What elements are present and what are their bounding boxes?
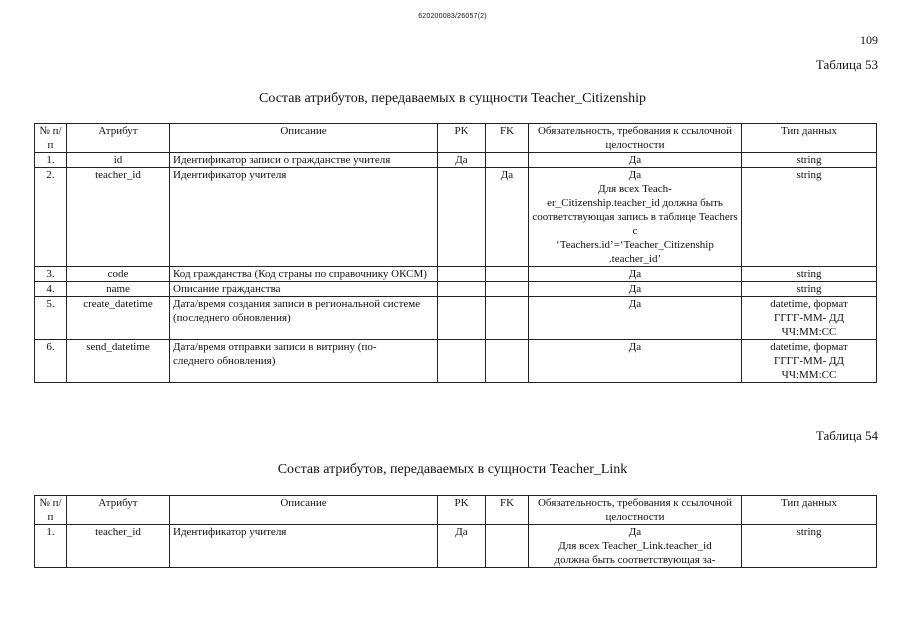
row-number-cell: 6.	[35, 340, 67, 383]
requirement-cell: Да	[529, 282, 742, 297]
fk-cell	[486, 525, 529, 568]
data-type-cell: string	[742, 282, 877, 297]
data-type-cell: string	[742, 525, 877, 568]
column-header-pk: PK	[438, 124, 486, 153]
data-type-cell: string	[742, 153, 877, 168]
attributes-table-teacher-citizenship	[34, 123, 877, 383]
table-header-row	[35, 496, 877, 525]
description-cell: Идентификатор учителя	[170, 168, 438, 267]
data-type-cell: datetime, формат ГГГГ-ММ- ДД ЧЧ:ММ:СС	[742, 340, 877, 383]
column-header-number: № п/п	[35, 124, 67, 153]
attribute-cell: code	[67, 267, 170, 282]
description-cell: Идентификатор учителя	[170, 525, 438, 568]
document-id: 620200083/26057(2)	[418, 13, 487, 20]
column-header-description: Описание	[170, 496, 438, 525]
table-53-label: Таблица 53	[815, 57, 878, 72]
table-row	[35, 168, 877, 267]
requirement-cell: Да	[529, 267, 742, 282]
fk-cell	[486, 153, 529, 168]
page-number: 109	[860, 33, 878, 47]
requirement-cell: Да	[529, 153, 742, 168]
data-type-cell: string	[742, 168, 877, 267]
fk-cell	[486, 297, 529, 340]
table-row	[35, 340, 877, 383]
row-number-cell: 4.	[35, 282, 67, 297]
pk-cell	[438, 282, 486, 297]
pk-cell	[438, 267, 486, 282]
column-header-number: № п/п	[35, 496, 67, 525]
requirement-cell: Да Для всех Teach- er_Citizenship.teacher_id должна быть соответствующая запись в таблице Teachers с ‘Teachers.id’=‘Teacher_Citizenship .teacher_id’	[529, 168, 742, 267]
column-header-fk: FK	[486, 124, 529, 153]
pk-cell: Да	[438, 153, 486, 168]
row-number-cell: 1.	[35, 525, 67, 568]
column-header-attribute: Атрибут	[67, 496, 170, 525]
table-row	[35, 153, 877, 168]
row-number-cell: 3.	[35, 267, 67, 282]
column-header-data-type: Тип данных	[742, 496, 877, 525]
fk-cell	[486, 340, 529, 383]
column-header-description: Описание	[170, 124, 438, 153]
pk-cell	[438, 297, 486, 340]
attributes-table-teacher-link	[34, 495, 877, 568]
column-header-requirement: Обязательность, требования к ссылочной целостности	[529, 496, 742, 525]
requirement-cell: Да	[529, 297, 742, 340]
row-number-cell: 5.	[35, 297, 67, 340]
data-type-cell: string	[742, 267, 877, 282]
attribute-cell: id	[67, 153, 170, 168]
table-row	[35, 282, 877, 297]
table-54-title: Состав атрибутов, передаваемых в сущности Teacher_Link	[277, 462, 628, 477]
requirement-cell: Да	[529, 340, 742, 383]
column-header-fk: FK	[486, 496, 529, 525]
table-header-row	[35, 124, 877, 153]
description-cell: Код гражданства (Код страны по справочнику ОКСМ)	[170, 267, 438, 282]
column-header-data-type: Тип данных	[742, 124, 877, 153]
description-cell: Дата/время создания записи в региональной системе (последнего обновления)	[170, 297, 438, 340]
table-row	[35, 525, 877, 568]
data-type-cell: datetime, формат ГГГГ-ММ- ДД ЧЧ:ММ:СС	[742, 297, 877, 340]
table-54-label: Таблица 54	[815, 428, 878, 443]
column-header-pk: PK	[438, 496, 486, 525]
table-row	[35, 267, 877, 282]
column-header-attribute: Атрибут	[67, 124, 170, 153]
description-cell: Идентификатор записи о гражданстве учителя	[170, 153, 438, 168]
fk-cell: Да	[486, 168, 529, 267]
fk-cell	[486, 282, 529, 297]
attribute-cell: name	[67, 282, 170, 297]
fk-cell	[486, 267, 529, 282]
attribute-cell: create_datetime	[67, 297, 170, 340]
pk-cell	[438, 340, 486, 383]
pk-cell: Да	[438, 525, 486, 568]
row-number-cell: 1.	[35, 153, 67, 168]
attribute-cell: teacher_id	[67, 525, 170, 568]
attribute-cell: teacher_id	[67, 168, 170, 267]
attribute-cell: send_datetime	[67, 340, 170, 383]
description-cell: Описание гражданства	[170, 282, 438, 297]
row-number-cell: 2.	[35, 168, 67, 267]
column-header-requirement: Обязательность, требования к ссылочной целостности	[529, 124, 742, 153]
pk-cell	[438, 168, 486, 267]
requirement-cell: Да Для всех Teacher_Link.teacher_id должна быть соответствующая за-	[529, 525, 742, 568]
table-row	[35, 297, 877, 340]
table-53-title: Состав атрибутов, передаваемых в сущности Teacher_Citizenship	[259, 91, 646, 106]
description-cell: Дата/время отправки записи в витрину (по- следнего обновления)	[170, 340, 438, 383]
